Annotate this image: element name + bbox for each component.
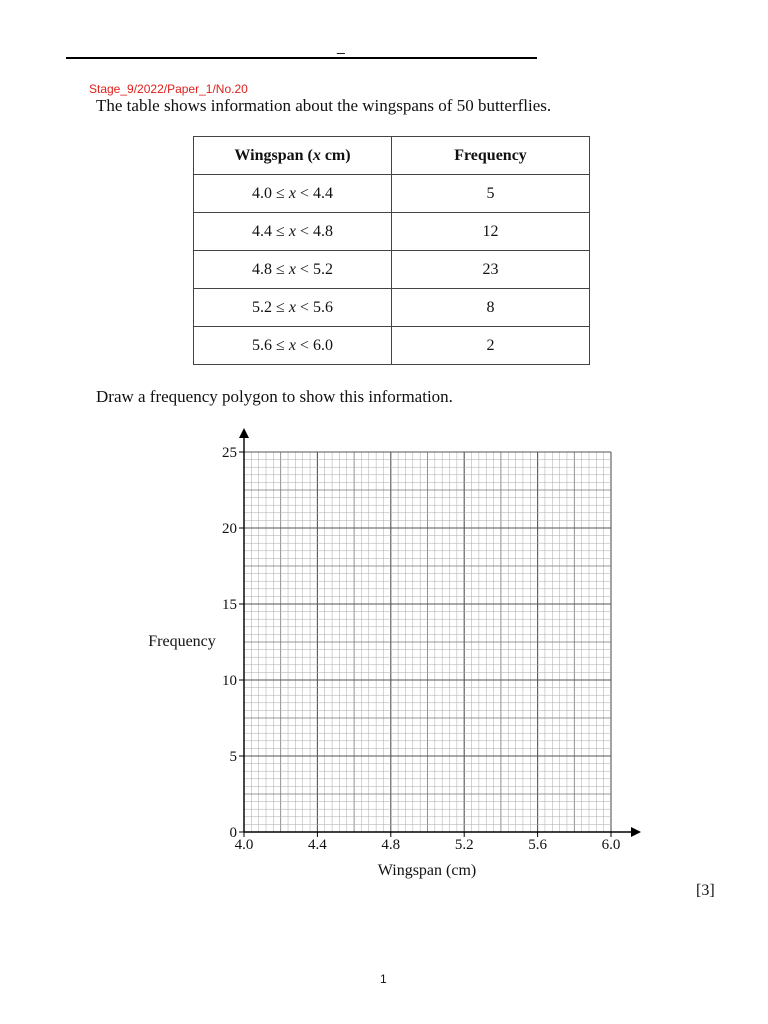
y-axis-arrow-icon (239, 428, 249, 438)
table-header-row (194, 137, 590, 175)
y-tick-label: 0 (229, 825, 237, 841)
x-axis-arrow-icon (631, 827, 641, 837)
table-row (194, 175, 590, 213)
y-tick-label: 15 (222, 597, 237, 613)
x-axis-label: Wingspan (cm) (377, 862, 477, 879)
question-instruction: Draw a frequency polygon to show this information. (96, 387, 453, 406)
question-intro: The table shows information about the wingspans of 50 butterflies. (96, 96, 552, 115)
chart-axes (239, 428, 641, 837)
y-tick-label: 20 (222, 521, 237, 537)
marks-label: [3] (696, 882, 715, 899)
wingspan-interval: 5.2 ≤ x < 5.6 (194, 289, 392, 327)
frequency-cell: 2 (392, 327, 590, 365)
wingspan-interval: 4.8 ≤ x < 5.2 (194, 251, 392, 289)
x-tick-label: 5.2 (454, 837, 474, 853)
question-source: Stage_9/2022/Paper_1/No.20 (89, 82, 248, 96)
frequency-cell: 8 (392, 289, 590, 327)
y-tick-label: 10 (222, 673, 237, 689)
table-row (194, 251, 590, 289)
header-dash: _ (337, 38, 345, 54)
header-rule (66, 57, 537, 59)
wingspan-interval: 5.6 ≤ x < 6.0 (194, 327, 392, 365)
chart-ticks (222, 445, 620, 853)
frequency-header: Frequency (392, 137, 590, 175)
frequency-table (193, 136, 590, 365)
page-number: 1 (380, 972, 387, 986)
x-tick-label: 6.0 (601, 837, 621, 853)
table-row (194, 213, 590, 251)
frequency-cell: 23 (392, 251, 590, 289)
x-tick-label: 4.4 (308, 837, 327, 853)
graph-paper-grid (244, 452, 611, 832)
frequency-polygon-grid[interactable] (130, 420, 650, 890)
frequency-cell: 12 (392, 213, 590, 251)
frequency-cell: 5 (392, 175, 590, 213)
wingspan-interval: 4.0 ≤ x < 4.4 (194, 175, 392, 213)
x-tick-label: 4.8 (381, 837, 401, 853)
y-tick-label: 5 (229, 749, 237, 765)
table-row (194, 327, 590, 365)
x-tick-label: 4.0 (234, 837, 254, 853)
x-tick-label: 5.6 (528, 837, 547, 853)
y-tick-label: 25 (222, 445, 237, 461)
y-axis-label: Frequency (148, 633, 216, 650)
wingspan-header: Wingspan (x cm) (194, 137, 392, 175)
wingspan-interval: 4.4 ≤ x < 4.8 (194, 213, 392, 251)
table-row (194, 289, 590, 327)
